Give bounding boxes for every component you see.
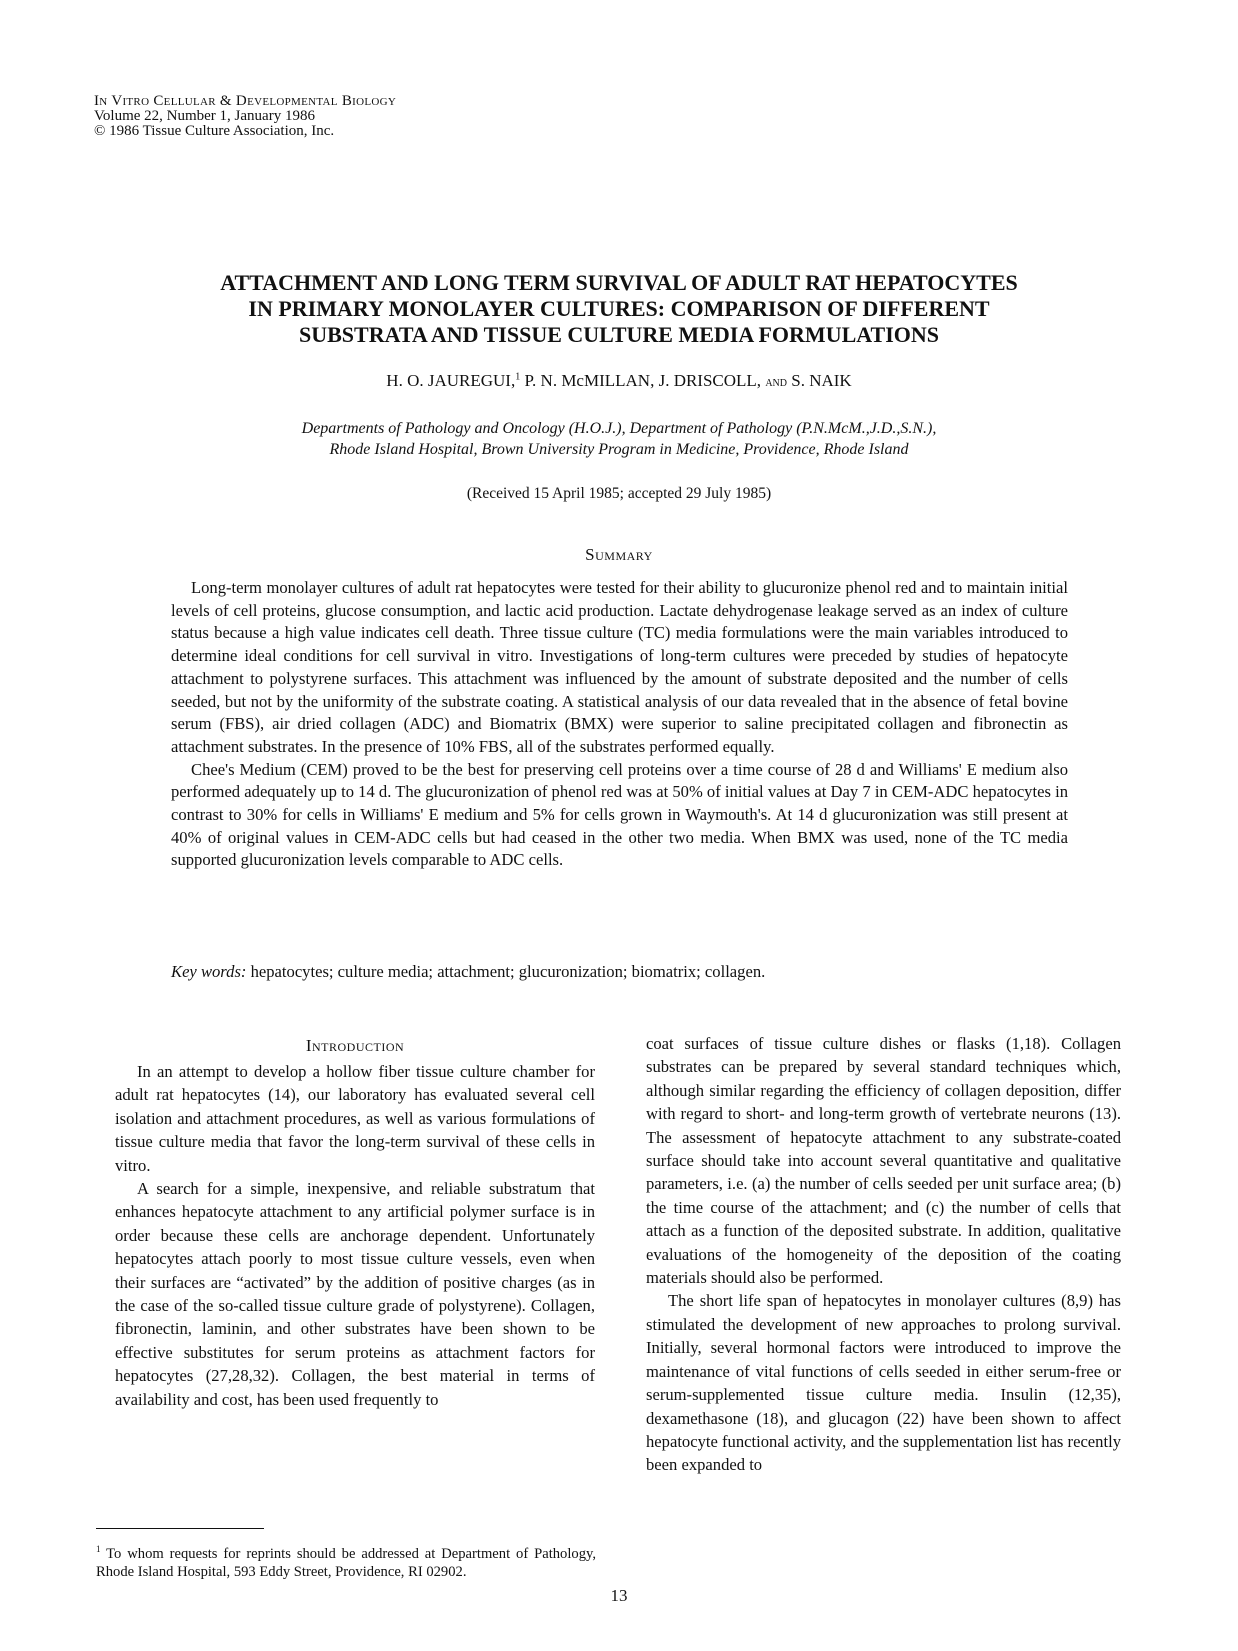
introduction-heading: Introduction: [305, 1036, 405, 1055]
affiliation-line: Departments of Pathology and Oncology (H.O.J.), Department of Pathology (P.N.McM.,J.D.,S.N.),: [301, 420, 937, 437]
page-number: 13: [610, 1586, 628, 1605]
footnote-divider: [96, 1528, 264, 1529]
keywords-label: Key words:: [171, 962, 247, 981]
author-list: [170, 371, 1068, 391]
summary-body: [171, 577, 1068, 872]
body-paragraph: In an attempt to develop a hollow fiber tissue culture chamber for adult rat hepatocytes (14), our laboratory has evaluated several cell isolation and attachment procedures, as well as various formulations of tissue culture media that favor the long-term survival of these cells in vitro.: [115, 1062, 595, 1175]
title-line: IN PRIMARY MONOLAYER CULTURES: COMPARISON OF DIFFERENT: [248, 296, 990, 321]
summary-paragraph: Long-term monolayer cultures of adult rat hepatocytes were tested for their ability to glucuronize phenol red and to maintain initial levels of cell proteins, glucose consumption, and lactic acid production. Lactate dehydrogenase leakage served as an index of culture status because a high value indicates cell death. Three tissue culture (TC) media formulations were the main variables introduced to determine ideal conditions for cell survival in vitro. Investigations of long-term cultures were preceded by studies of hepatocyte attachment to polystyrene surfaces. This attachment was influenced by the amount of substrate deposited and the number of cells seeded, but not by the uniformity of the substrate coating. A statistical analysis of our data revealed that in the absence of fetal bovine serum (FBS), air dried collagen (ADC) and Biomatrix (BMX) were superior to saline precipitated collagen and fibronectin as attachment substrates. In the presence of 10% FBS, all of the substrates performed equally.: [171, 578, 1068, 756]
summary-heading: Summary: [585, 545, 653, 564]
title-line: ATTACHMENT AND LONG TERM SURVIVAL OF ADULT RAT HEPATOCYTES: [220, 270, 1018, 295]
received-dates: (Received 15 April 1985; accepted 29 July 1985): [466, 485, 772, 502]
keywords-list: hepatocytes; culture media; attachment; glucuronization; biomatrix; collagen.: [246, 962, 766, 981]
footnote: [96, 1540, 596, 1581]
left-column: [115, 1060, 595, 1411]
body-paragraph: A search for a simple, inexpensive, and reliable substratum that enhances hepatocyte attachment to any artificial polymer surface is in order because these cells are anchorage dependent. Unfortunately hepatocytes attach poorly to most tissue culture vessels, even when their surfaces are “activated” by the addition of positive charges (as in the case of the so-called tissue culture grade of polystyrene). Collagen, fibronectin, laminin, and other substrates have been shown to be effective substitutes for serum proteins as attachment factors for hepatocytes (27,28,32). Collagen, the best material in terms of availability and cost, has been used frequently to: [115, 1179, 595, 1409]
summary-paragraph: Chee's Medium (CEM) proved to be the best for preserving cell proteins over a time course of 28 d and Williams' E medium also performed adequately up to 14 d. The glucuronization of phenol red was at 50% of initial values at Day 7 in CEM-ADC hepatocytes in contrast to 30% for cells in Williams' E medium and 5% for cells grown in Waymouth's. At 14 d glucuronization was still present at 40% of original values in CEM-ADC cells but had ceased in the other two media. When BMX was used, none of the TC media supported glucuronization levels comparable to ADC cells.: [171, 759, 1068, 870]
footnote-mark: 1: [96, 1544, 101, 1554]
journal-header: [94, 94, 396, 139]
author-text: H. O. JAUREGUI,: [386, 371, 516, 390]
footnote-text: To whom requests for reprints should be addressed at Department of Pathology, Rhode Island Hospital, 593 Eddy Street, Providence, RI 02902.: [96, 1545, 596, 1580]
body-paragraph: The short life span of hepatocytes in monolayer cultures (8,9) has stimulated the development of new approaches to prolong survival. Initially, several hormonal factors were introduced to improve the maintenance of vital functions of cells seeded in either serum-free or serum-supplemented tissue culture media. Insulin (12,35), dexamethasone (18), and glucagon (22) have been shown to affect hepatocyte functional activity, and the supplementation list has recently been expanded to: [646, 1291, 1121, 1475]
body-paragraph: coat surfaces of tissue culture dishes or flasks (1,18). Collagen substrates can be prepared by several standard techniques which, although similar regarding the efficiency of collagen deposition, differ with regard to short- and long-term growth of vertebrate neurons (13). The assessment of hepatocyte attachment to any substrate-coated surface should take into account several quantitative and qualitative parameters, i.e. (a) the number of cells seeded per unit surface area; (b) the time course of the attachment; and (c) the number of cells that attach as a function of the deposited substrate. In addition, qualitative evaluations of the homogeneity of the deposition of the coating materials should also be performed.: [646, 1034, 1121, 1288]
affiliation-line: Rhode Island Hospital, Brown University Program in Medicine, Providence, Rhode Island: [329, 441, 909, 458]
author-footnote-mark: 1: [515, 371, 521, 383]
author-text: S. NAIK: [786, 371, 852, 390]
author-and: and: [765, 375, 787, 390]
keywords: [171, 962, 1068, 982]
right-column: [646, 1032, 1121, 1477]
journal-name: In Vitro Cellular & Developmental Biology: [94, 93, 397, 109]
article-title: [170, 270, 1068, 348]
journal-copyright: © 1986 Tissue Culture Association, Inc.: [94, 123, 335, 139]
journal-volume: Volume 22, Number 1, January 1986: [94, 108, 315, 124]
author-text: P. N. McMILLAN, J. DRISCOLL,: [520, 371, 766, 390]
title-line: SUBSTRATA AND TISSUE CULTURE MEDIA FORMULATIONS: [299, 322, 939, 347]
affiliations: [170, 418, 1068, 460]
